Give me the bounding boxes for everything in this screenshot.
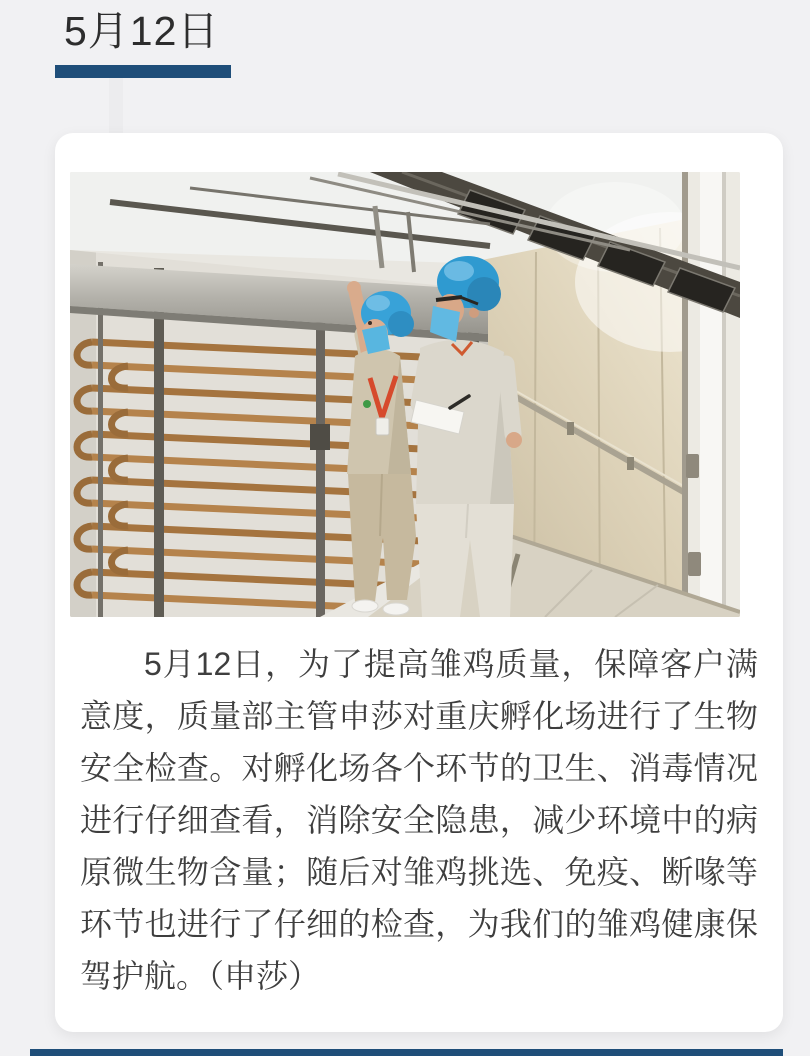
bottom-accent-bar xyxy=(30,1049,783,1056)
article-paragraph: 5月12日，为了提高雏鸡质量，保障客户满意度，质量部主管申莎对重庆孵化场进行了生物安全检查。对孵化场各个环节的卫生、消毒情况进行仔细查看，消除安全隐患，减少环境中的病原微生物含量；随后对雏鸡挑选、免疫、断喙等环节也进行了仔细的检查，为我们的雏鸡健康保驾护航。（申莎） xyxy=(80,646,758,994)
article-card xyxy=(55,133,783,1032)
article-photo[interactable] xyxy=(70,172,740,617)
date-title: 5月12日 xyxy=(64,8,220,54)
timeline-connector xyxy=(109,78,123,135)
hatchery-photo-illustration xyxy=(70,172,740,617)
date-underline xyxy=(55,65,231,78)
